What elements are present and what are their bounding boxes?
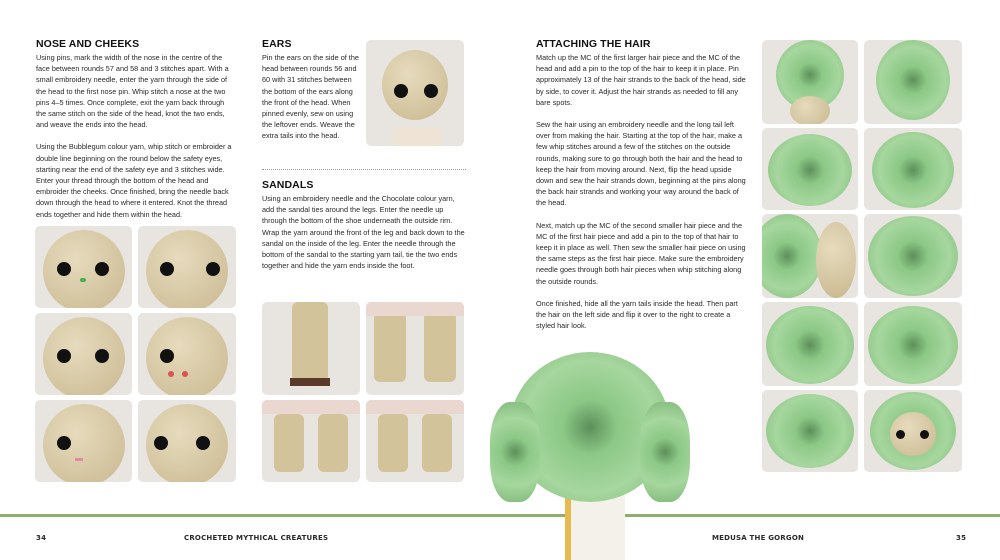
page-number-right: 35 [956,534,967,542]
medusa-doll-photo [480,352,700,560]
attaching-hair-section [536,38,750,342]
paragraph: Match up the MC of the first larger hair piece and the MC of the head and add a pin to the top of the hair to keep it in place. Pin approximately 13 of the hair strands to the back of the head, side by side, to cover it. Adjust the hair strands as needed to fill any bare spots. [536,53,746,107]
section-heading: EARS [262,38,292,50]
section-heading: SANDALS [262,179,314,191]
running-title-left: CROCHETED MYTHICAL CREATURES [184,534,329,542]
paragraph: Pin the ears on the side of the head between rounds 56 and 60 with 31 stitches between the bottom of the ears along the front of the head. When pinned evenly, sew on using the leftover ends. Weave the extra tails into the head. [262,53,359,141]
paragraph: Sew the hair using an embroidery needle and the long tail left over from making the hair. Starting at the top of the hair, make a few whip stitches around a few of the stitches on the outside rounds, making sure to go through both the hair and the head to keep the hair from moving around. Next, flip the head upside down and sew the hair strands down, beginning at the pins along the back hair strands and working your way around the back of the head. [536,120,746,208]
running-title-right: MEDUSA THE GORGON [712,534,805,542]
paragraph: Using pins, mark the width of the nose in the centre of the face between rounds 57 and 58 and 3 stitches apart. With a small embroidery needle, enter the yarn through the side of the head to the first nose pin. Whip stitch a nose at the two pins 4–5 times. Once complete, exit the yarn back through the same stitch on the side of the head, knot the two ends, and weave the ends into the head. [36,53,229,130]
paragraph: Next, match up the MC of the second smaller hair piece and the MC of the first hair piece and add a pin to the top of that hair to keep it in place as well. Then sew the smaller hair piece on using the same steps as the first hair piece. Make sure the embroidery needle goes through both hair pieces when whip stitching along the outside rounds. [536,220,746,286]
section-heading: NOSE AND CHEEKS [36,38,140,50]
ears-photo [366,40,464,146]
paragraph: Using the Bubblegum colour yarn, whip stitch or embroider a double line beginning on the round below the safety eyes, starting near the end of the safety eye and 3 stitches wide. Enter your thread through the bottom of the head and embroider the cheeks. Once finished, bring the needle back down through the head to where it entered. Knot the thread ends together and hide them within the head. [36,142,232,219]
page-number-left: 34 [36,534,47,542]
section-heading: ATTACHING THE HAIR [536,38,651,50]
nose-and-cheeks-section [36,38,236,231]
paragraph: Once finished, hide all the yarn tails inside the head. Then part the hair on the left side and flip it over to the right to create a styled hair look. [536,298,738,331]
paragraph: Using an embroidery needle and the Chocolate colour yarn, add the sandal ties around the legs. Enter the needle up through the bottom of the shoe underneath the outside rim. Wrap the yarn around the front of the leg and back down to the sandal on the inside of the leg. Enter the needle through the bottom of the sandal to the starting yarn tail, tie the two ends together and hide the yarn ends inside the foot. [262,194,465,271]
ears-section [262,38,360,153]
sandals-section [262,179,466,282]
dotted-divider [262,169,466,170]
